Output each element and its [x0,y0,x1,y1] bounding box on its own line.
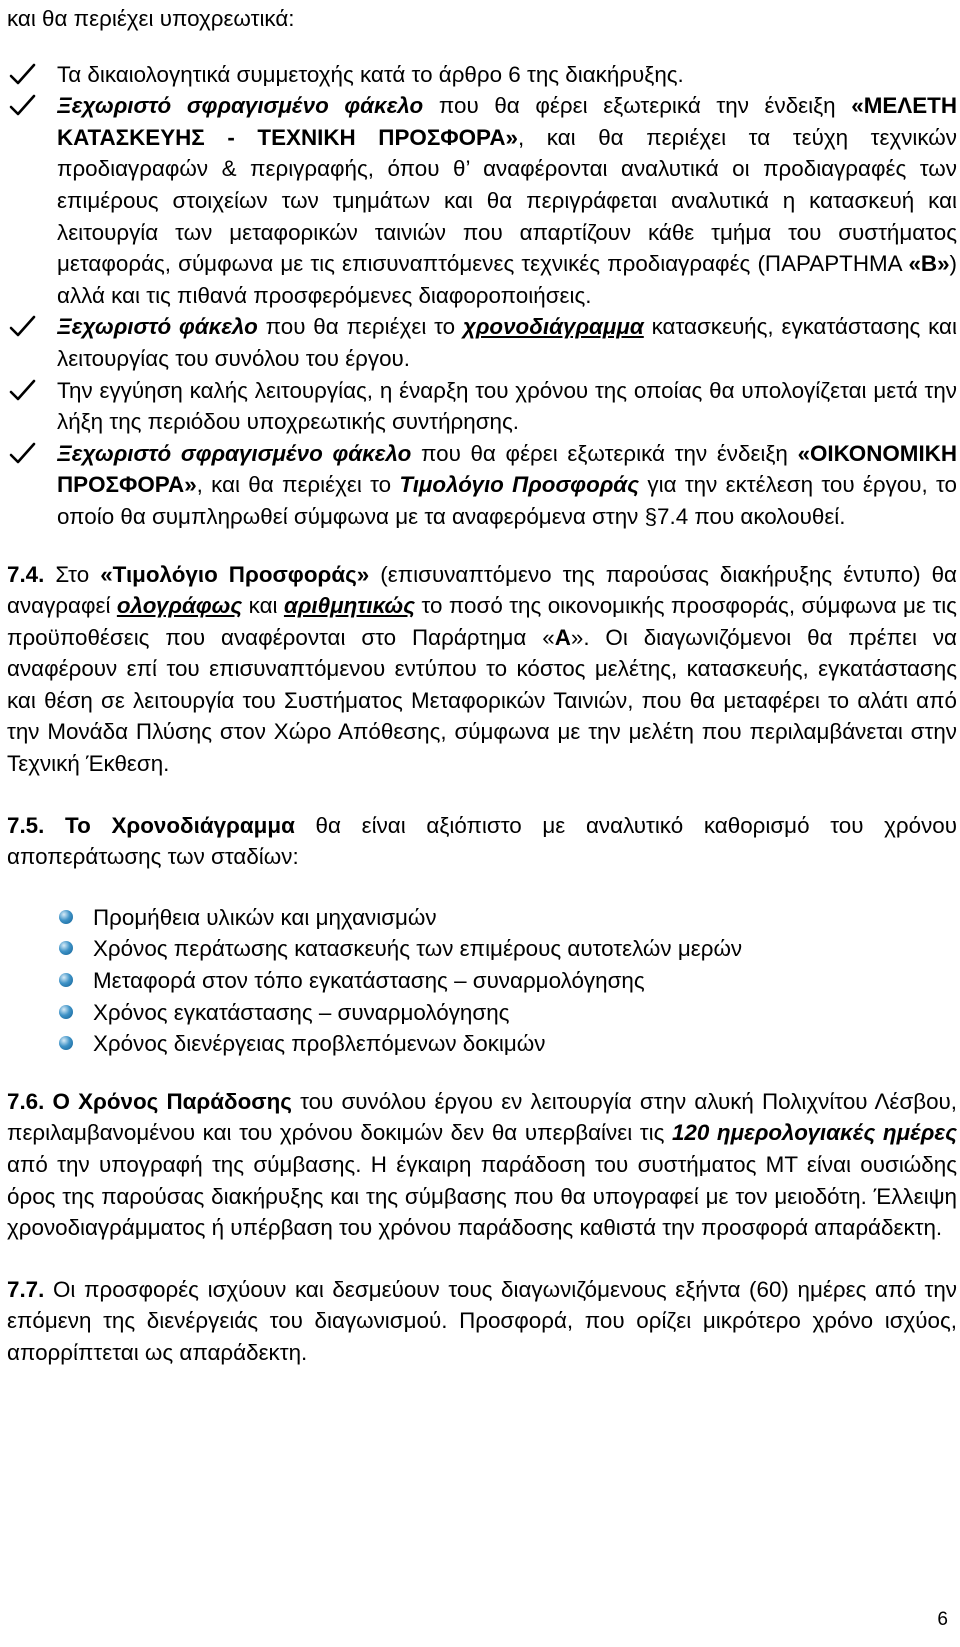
list-item [7,965,957,997]
section-subject: Το Χρονοδιάγραμμα [44,812,295,838]
stages-list [7,902,957,1060]
checklist-item [7,59,957,91]
emphasized-term: χρονοδιάγραμμα [462,314,644,340]
section-number: 7.5. [7,812,45,838]
section-number: 7.6. [7,1088,45,1114]
check-mark-icon [7,375,41,406]
checklist-item [7,438,957,533]
body-text: και [242,593,284,619]
checklist-text: Την εγγύηση καλής λειτουργίας, η έναρξη του χρόνου της οποίας θα υπολογίζεται μετά την λήξη της περιόδου υποχρεωτικής συντήρησης. [57,377,957,435]
page-number: 6 [937,1609,948,1630]
body-text: ) αλλά και τις πιθανά προσφερόμενες διαφοροποιήσεις. [57,251,957,308]
emphasized-term: Τιμολόγιο Προσφοράς [399,472,640,498]
list-item-text: Προμήθεια υλικών και μηχανισμών [93,904,437,930]
body-text: που θα περιέχει το [257,314,463,340]
body-text: , και θα περιέχει τα τεύχη τεχνικών προδιαγραφών & περιγραφής, όπου θ’ αναφέρονται αναλυτικά οι προδιαγραφές των επιμέρους στοιχείων των τμημάτων και θα περιγράφεται αναλυτικά η κατασκευή και λειτουργία των μεταφορικών ταινιών που απαρτίζουν κάθε τμήμα του συστήματος μεταφοράς, σύμφωνα με τις επισυναπτόμενες τεχνικές προδιαγραφές (ΠΑΡΑΡΤΗΜΑ [57,124,957,277]
body-text: Οι προσφορές ισχύουν και δεσμεύουν τους διαγωνιζόμενους εξήντα (60) ημέρες από την επόμενη της διενέργειάς του διαγωνισμού. Προσφορά, που ορίζει μικρότερο χρόνο ισχύος, απορρίπτεται ως απαράδεκτη. [7,1276,957,1365]
emphasized-phrase: Ξεχωριστό σφραγισμένο φάκελο [57,440,412,466]
emphasized-term: αριθμητικώς [283,593,416,619]
checklist-item [7,90,957,311]
annex-reference: Α [554,624,571,650]
body-text: κατασκευής, εγκατάστασης και λειτουργίας του συνόλου του έργου. [57,314,957,371]
form-name: «Τιμολόγιο Προσφοράς» [100,561,370,587]
bullet-icon [59,941,73,955]
bullet-icon [59,1005,73,1019]
section-7-4 [7,559,957,780]
body-text: το ποσό της οικονομικής προσφοράς, σύμφωνα με τις προϋποθέσεις που αναφέρονται στο Παράρτημα « [7,593,957,650]
bullet-icon [59,1036,73,1050]
section-7-5 [7,810,957,873]
body-text: που θα φέρει εξωτερικά την ένδειξη [411,440,798,466]
body-text: του συνόλου έργου εν λειτουργία στην αλυκή Πολιχνίτου Λέσβου, περιλαμβανομένου και του χρόνου δοκιμών δεν θα υπερβαίνει τις [7,1088,957,1146]
body-text: για την εκτέλεση του έργου, το οποίο θα συμπληρωθεί σύμφωνα με τα αναφερόμενα στην §7.4 που ακολουθεί. [57,472,957,529]
emphasized-term: ολογράφως [116,593,243,619]
document-page [7,3,957,1369]
check-mark-icon [7,438,41,469]
section-7-6 [7,1086,957,1244]
check-mark-icon [7,59,41,90]
emphasized-term: 120 ημερολογιακές ημέρες [671,1120,958,1146]
check-mark-icon [7,311,41,342]
check-mark-icon [7,90,41,121]
body-text: θα είναι αξιόπιστο με αναλυτικό καθορισμό του χρόνου αποπεράτωσης των σταδίων: [7,812,957,870]
checklist-text: Τα δικαιολογητικά συμμετοχής κατά το άρθρο 6 της διακήρυξης. [57,61,684,87]
list-item [7,1028,957,1060]
section-7-7 [7,1274,957,1369]
list-item-text: Χρόνος εγκατάστασης – συναρμολόγησης [93,999,510,1025]
list-item-text: Μεταφορά στον τόπο εγκατάστασης – συναρμολόγησης [93,968,645,994]
body-text: από την υπογραφή της σύμβασης. Η έγκαιρη παράδοση του συστήματος ΜΤ είναι ουσιώδης όρος της παρούσας διακήρυξης και της σύμβασης που θα υπογραφεί με τον μειοδότη. Έλλειψη χρονοδιαγράμματος ή υπέρβαση του χρόνου παράδοσης καθιστά την προσφορά απαράδεκτη. [7,1152,957,1241]
intro-line: και θα περιέχει υποχρεωτικά: [7,6,295,31]
list-item-text: Χρόνος διενέργειας προβλεπόμενων δοκιμών [93,1031,546,1057]
emphasized-phrase: Ξεχωριστό σφραγισμένο φάκελο [57,93,424,119]
body-text: Στο [44,561,101,587]
body-text: (επισυναπτόμενο της παρούσας διακήρυξης έντυπο) θα αναγραφεί [7,561,957,619]
body-text: που θα φέρει εξωτερικά την ένδειξη [423,93,852,119]
envelope-label: «ΜΕΛΕΤΗ ΚΑΤΑΣΚΕΥΗΣ - ΤΕΧΝΙΚΗ ΠΡΟΣΦΟΡΑ» [57,93,958,150]
annex-reference: «Β» [908,251,950,277]
checklist-item [7,311,957,374]
list-item [7,902,957,934]
list-item [7,997,957,1029]
envelope-label: «ΟΙΚΟΝΟΜΙΚΗ ΠΡΟΣΦΟΡΑ» [57,440,958,498]
requirements-checklist [7,59,957,533]
section-number: 7.7. [7,1276,45,1302]
section-number: 7.4. [7,561,45,587]
body-text: ». Οι διαγωνιζόμενοι θα πρέπει να αναφέρουν επί του επισυναπτόμενου εντύπου το κόστος μελέτης, κατασκευής, εγκατάστασης και θέση σε λειτουργία του Συστήματος Μεταφορικών Ταινιών, που θα μεταφέρει το αλάτι από την Μονάδα Πλύσης στον Χώρο Απόθεσης, σύμφωνα με την μελέτη που περιλαμβάνεται στην Τεχνική Έκθεση. [7,624,957,777]
body-text: , και θα περιέχει το [196,472,400,498]
emphasized-phrase: Ξεχωριστό φάκελο [57,314,258,340]
list-item-text: Χρόνος περάτωσης κατασκευής των επιμέρους αυτοτελών μερών [93,936,743,962]
bullet-icon [59,973,73,987]
list-item [7,933,957,965]
checklist-item [7,375,957,438]
section-subject: Ο Χρόνος Παράδοσης [44,1088,292,1114]
bullet-icon [59,910,73,924]
